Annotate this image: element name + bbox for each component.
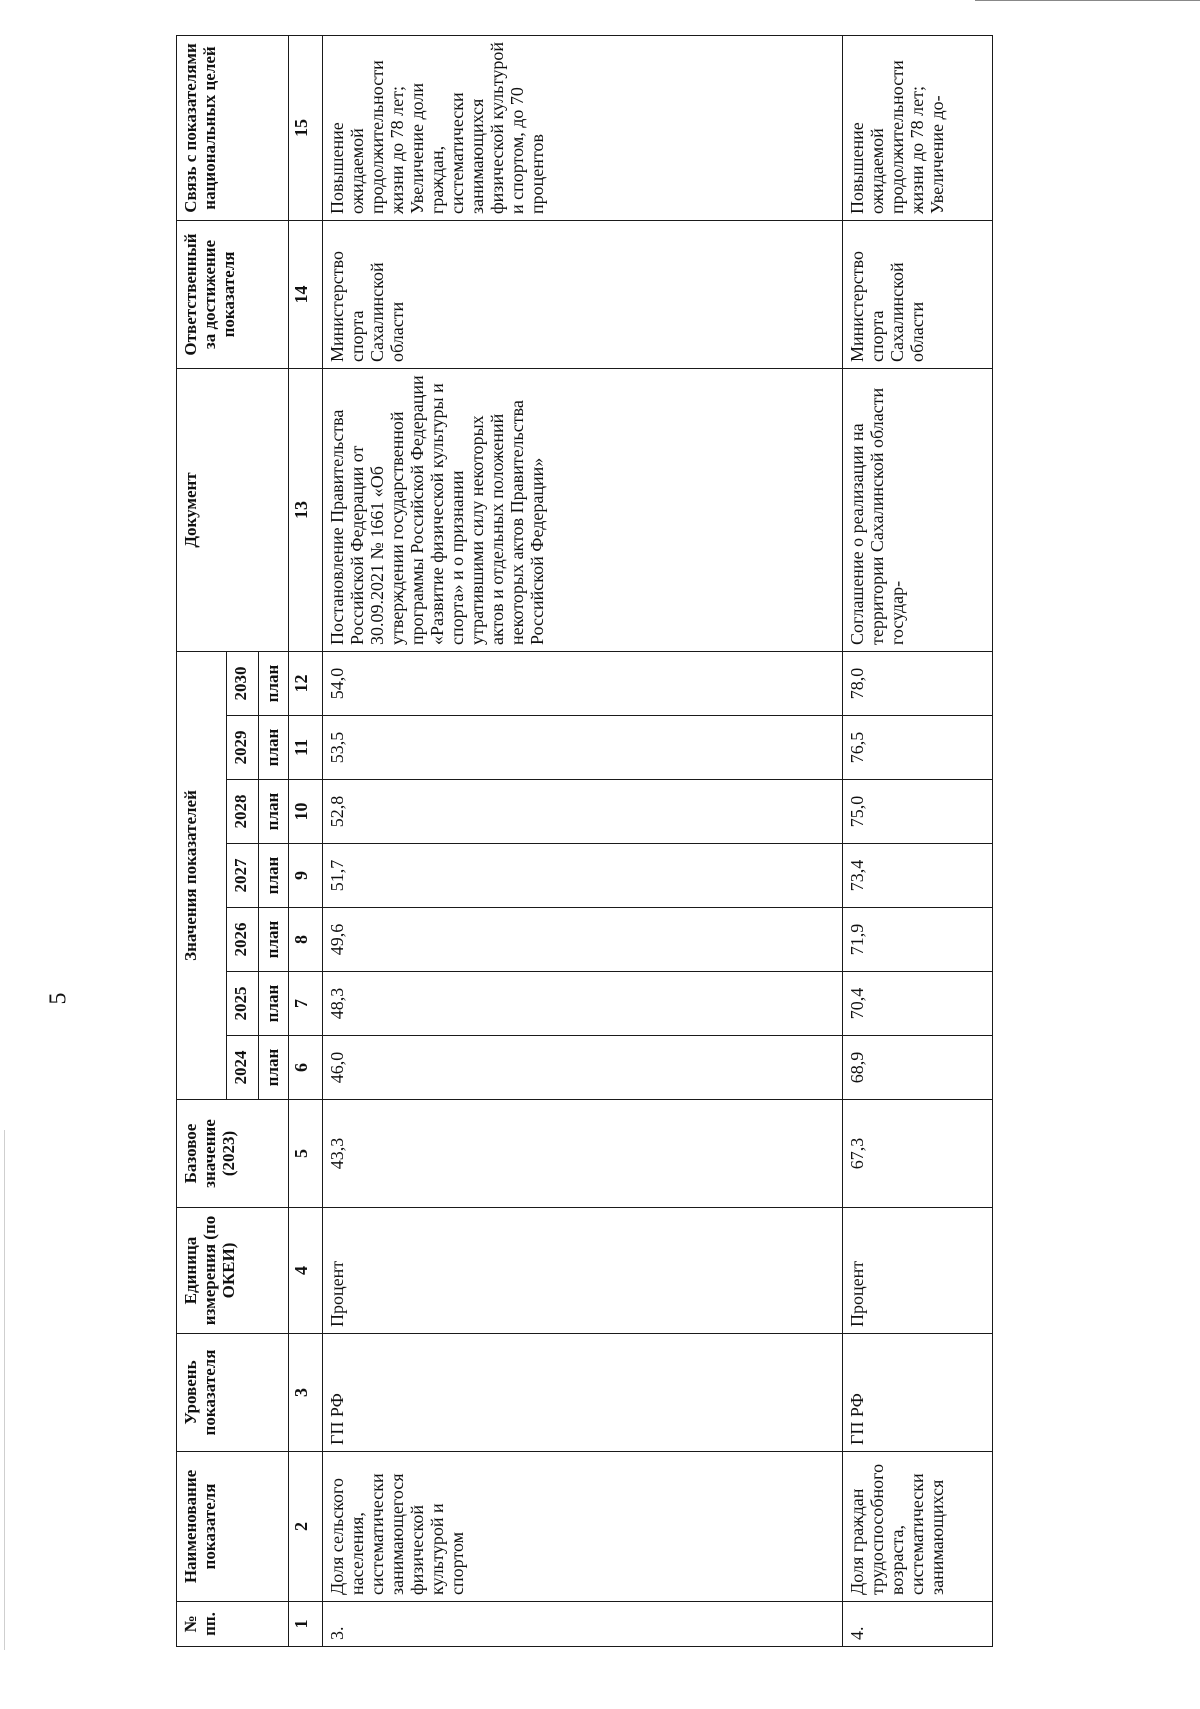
scan-edge	[4, 1130, 5, 1650]
indicator-table-sheet	[176, 36, 1099, 1647]
row-base-value: 67,3	[843, 1100, 993, 1208]
header-year: 2024	[227, 1036, 259, 1100]
column-number: 12	[289, 651, 323, 715]
scan-top-rule	[975, 0, 1200, 1]
header-year: 2028	[227, 780, 259, 844]
row-document: Постановление Правительства Российской Федерации от 30.09.2021 № 1661 «Об утверждении государственной программы Российской Федерации «Развитие физической культуры и спорта» и о признании утратившими силу некоторых актов и отдельных положений некоторых актов Правительства Российской Федерации»	[323, 368, 843, 651]
indicator-table	[176, 35, 993, 1647]
column-number: 3	[289, 1334, 323, 1452]
header-plan: план	[259, 844, 289, 908]
row-level: ГП РФ	[323, 1334, 843, 1452]
column-number: 1	[289, 1602, 323, 1647]
column-number: 4	[289, 1208, 323, 1334]
column-number: 5	[289, 1100, 323, 1208]
row-value-2024: 46,0	[323, 1036, 843, 1100]
table-row	[843, 35, 993, 1646]
row-value-2024: 68,9	[843, 1036, 993, 1100]
column-number: 7	[289, 972, 323, 1036]
row-value-2029: 53,5	[323, 716, 843, 780]
row-unit: Процент	[843, 1208, 993, 1334]
row-document: Соглашение о реализации на территории Сахалинской области государ-	[843, 368, 993, 651]
row-value-2030: 54,0	[323, 651, 843, 715]
header-responsible: Ответственный за достижение показателя	[177, 220, 289, 368]
row-value-2026: 71,9	[843, 908, 993, 972]
header-num: № пп.	[177, 1602, 289, 1647]
page-number: 5	[45, 992, 72, 1005]
column-number: 6	[289, 1036, 323, 1100]
header-year: 2027	[227, 844, 259, 908]
header-plan: план	[259, 972, 289, 1036]
row-link: Повышение ожидаемой продолжительности жизни до 78 лет; Увеличение доли граждан, систематически занимающихся физической культурой и спортом, до 70 процентов	[323, 35, 843, 220]
row-value-2028: 75,0	[843, 780, 993, 844]
row-value-2025: 48,3	[323, 972, 843, 1036]
header-year: 2030	[227, 651, 259, 715]
row-name: Доля сельского населения, систематически занимающегося физической культурой и спортом	[323, 1452, 843, 1602]
header-document: Документ	[177, 368, 289, 651]
row-level: ГП РФ	[843, 1334, 993, 1452]
header-year: 2025	[227, 972, 259, 1036]
header-plan: план	[259, 651, 289, 715]
table-row	[323, 35, 843, 1646]
column-number: 9	[289, 844, 323, 908]
row-base-value: 43,3	[323, 1100, 843, 1208]
column-number: 11	[289, 716, 323, 780]
row-num: 4.	[843, 1602, 993, 1647]
header-plan: план	[259, 1036, 289, 1100]
column-number: 8	[289, 908, 323, 972]
header-plan: план	[259, 908, 289, 972]
column-number: 14	[289, 220, 323, 368]
row-unit: Процент	[323, 1208, 843, 1334]
row-link: Повышение ожидаемой продолжительности жизни до 78 лет; Увеличение до-	[843, 35, 993, 220]
row-value-2030: 78,0	[843, 651, 993, 715]
column-number: 2	[289, 1452, 323, 1602]
row-num: 3.	[323, 1602, 843, 1647]
header-level: Уровень показателя	[177, 1334, 289, 1452]
row-value-2029: 76,5	[843, 716, 993, 780]
row-value-2026: 49,6	[323, 908, 843, 972]
header-plan: план	[259, 780, 289, 844]
header-year: 2029	[227, 716, 259, 780]
row-responsible: Министерство спорта Сахалинской области	[843, 220, 993, 368]
row-name: Доля граждан трудоспособного возраста, систематически занимающихся	[843, 1452, 993, 1602]
header-name: Наименование показателя	[177, 1452, 289, 1602]
column-number: 13	[289, 368, 323, 651]
header-unit: Единица измерения (по ОКЕИ)	[177, 1208, 289, 1334]
column-number: 10	[289, 780, 323, 844]
row-value-2027: 51,7	[323, 844, 843, 908]
column-number: 15	[289, 35, 323, 220]
header-year: 2026	[227, 908, 259, 972]
row-value-2028: 52,8	[323, 780, 843, 844]
header-link: Связь с показателями национальных целей	[177, 35, 289, 220]
row-value-2025: 70,4	[843, 972, 993, 1036]
header-plan: план	[259, 716, 289, 780]
row-value-2027: 73,4	[843, 844, 993, 908]
header-values-group: Значения показателей	[177, 651, 227, 1099]
header-base: Базовое значение (2023)	[177, 1100, 289, 1208]
row-responsible: Министерство спорта Сахалинской области	[323, 220, 843, 368]
